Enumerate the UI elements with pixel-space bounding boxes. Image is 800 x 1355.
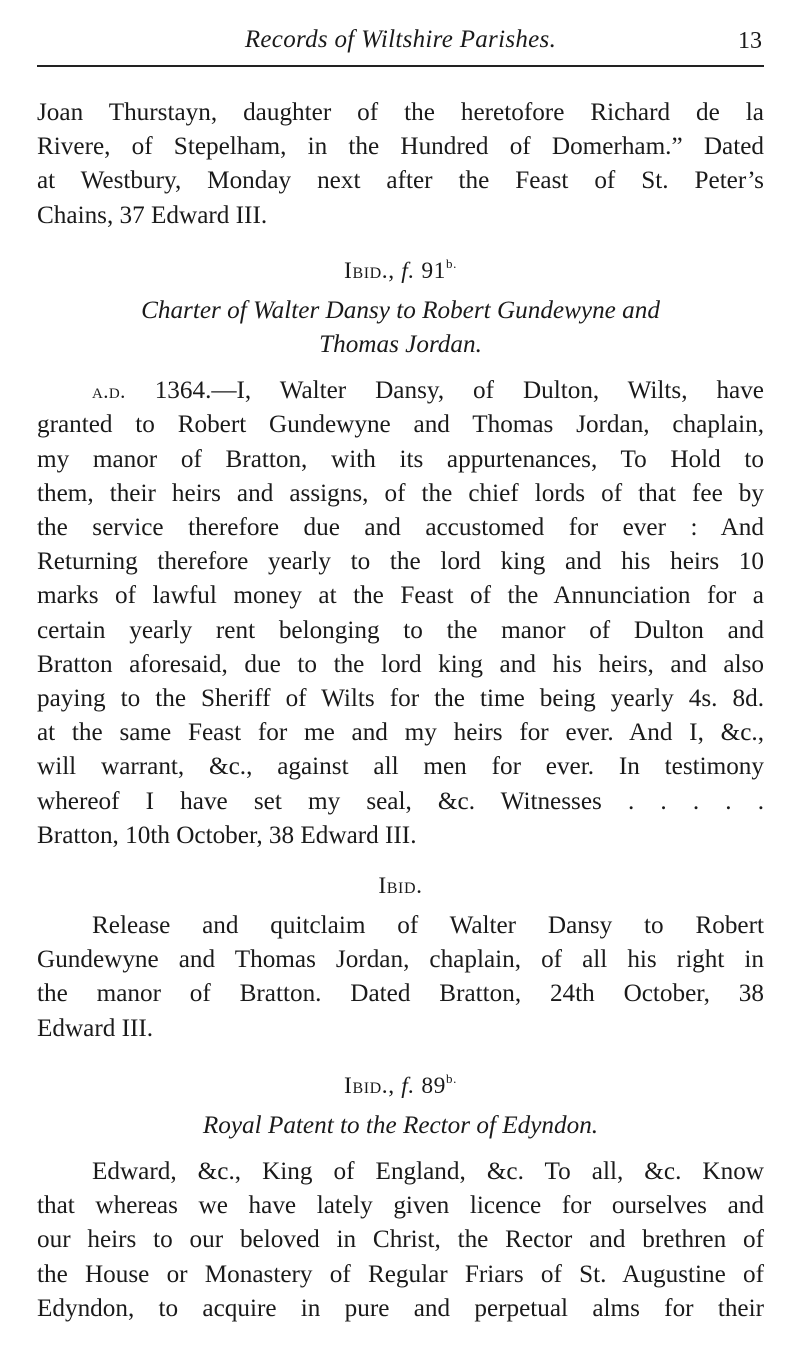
text-line: the service therefore due and accustomed for ever : And <box>37 514 764 542</box>
text-line: Returning therefore yearly to the lord king and his heirs 10 <box>37 548 764 576</box>
date-prefix: a.d. <box>92 379 126 404</box>
patent-paragraph <box>37 1155 764 1326</box>
section-title: Royal Patent to the Rector of Edyndon. <box>202 1111 599 1139</box>
ref-word: Ibid., <box>344 257 395 284</box>
ref-superscript: b. <box>446 255 457 271</box>
text-line: our heirs to our beloved in Christ, the Rector and brethren of <box>37 1226 764 1254</box>
text-line: Gundewyne and Thomas Jordan, chaplain, of all his right in <box>37 946 764 974</box>
ref-word: Ibid., <box>344 1072 395 1099</box>
text-line: granted to Robert Gundewyne and Thomas Jordan, chaplain, <box>37 411 764 439</box>
text-line: Chains, 37 Edward III. <box>37 201 268 229</box>
text-line: marks of lawful money at the Feast of the Annunciation for a <box>37 582 764 610</box>
text-line: Joan Thurstayn, daughter of the heretofore Richard de la <box>37 99 764 126</box>
section-title <box>37 294 764 362</box>
release-paragraph <box>37 909 764 1046</box>
text-line-content: 1364.—I, Walter Dansy, of Dulton, Wilts, have <box>154 377 764 405</box>
text-line: that whereas we have lately given licence for ourselves and <box>37 1192 764 1220</box>
text-line: paying to the Sheriff of Wilts for the time being yearly 4s. 8d. <box>37 685 764 713</box>
text-line: certain yearly rent belonging to the manor of Dulton and <box>37 616 764 644</box>
text-line: Edward III. <box>37 1014 154 1042</box>
title-line: Charter of Walter Dansy to Robert Gundewyne and <box>141 296 660 324</box>
text-line: at the same Feast for me and my heirs for ever. And I, &c., <box>37 719 764 747</box>
title-line: Thomas Jordan. <box>319 331 482 359</box>
running-title: Records of Wiltshire Parishes. <box>244 26 557 53</box>
running-header <box>37 0 764 62</box>
text-line: will warrant, &c., against all men for ever. In testimony <box>37 753 764 781</box>
text-line: Edward, &c., King of England, &c. To all, &c. Know <box>92 1158 764 1186</box>
text-line: the manor of Bratton. Dated Bratton, 24th October, 38 <box>37 980 764 1008</box>
header-rule <box>37 65 764 67</box>
text-line: Bratton, 10th October, 38 Edward III. <box>37 821 417 849</box>
text-line: Edyndon, to acquire in pure and perpetual alms for their <box>37 1294 764 1322</box>
text-line: at Westbury, Monday next after the Feast of St. Peter’s <box>37 167 764 195</box>
continuation-paragraph <box>37 96 764 233</box>
text-line: my manor of Bratton, with its appurtenances, To Hold to <box>37 445 764 473</box>
text-line: Bratton aforesaid, due to the lord king and his heirs, and also <box>37 650 764 678</box>
charter-paragraph <box>37 374 764 853</box>
text-line: Rivere, of Stepelham, in the Hundred of Domerham.” Dated <box>37 133 764 161</box>
section-reference <box>37 1062 764 1103</box>
ref-number: 89 <box>421 1072 447 1099</box>
text-line <box>37 374 764 408</box>
text-line: whereof I have set my seal, &c. Witnesses . . . . . <box>37 787 764 815</box>
ref-folio: f. <box>401 257 415 284</box>
text-line: the House or Monastery of Regular Friars of St. Augustine of <box>37 1260 764 1288</box>
page-content <box>37 96 764 1326</box>
text-line: Release and quitclaim of Walter Dansy to Robert <box>92 912 764 940</box>
ref-folio: f. <box>401 1072 415 1099</box>
section-reference <box>37 247 764 288</box>
page-number: 13 <box>738 28 762 54</box>
text-line: them, their heirs and assigns, of the chief lords of that fee by <box>37 479 764 507</box>
ref-word: Ibid. <box>378 873 423 900</box>
ref-number: 91 <box>421 257 447 284</box>
ref-superscript: b. <box>446 1070 457 1086</box>
section-reference <box>37 869 764 903</box>
